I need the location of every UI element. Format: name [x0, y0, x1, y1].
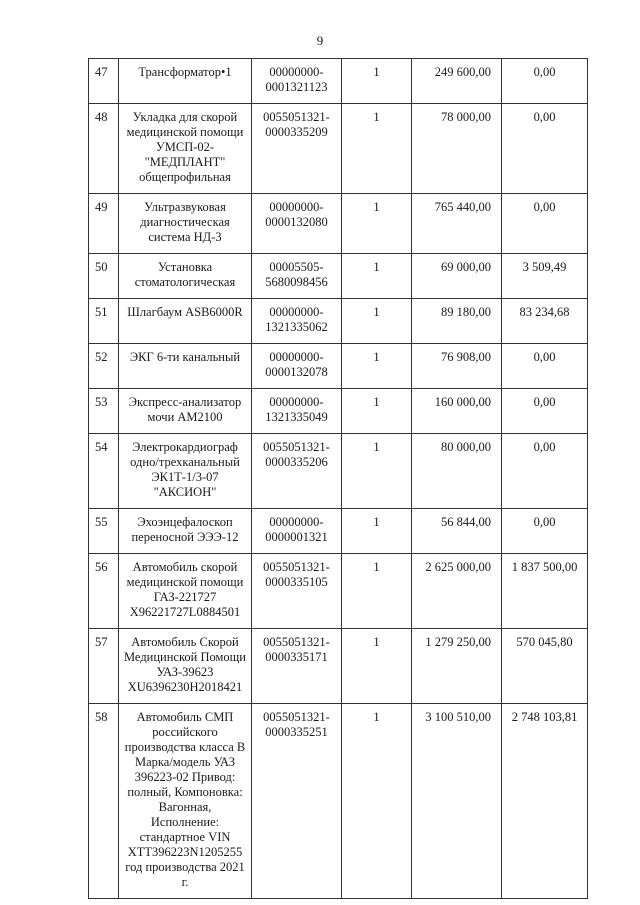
- item-name-cell: Автомобиль скорой медицинской помощи ГАЗ-221727 X96221727L0884501: [119, 554, 252, 629]
- residual-value-cell: 3 509,49: [502, 254, 588, 299]
- table-row: [89, 554, 588, 629]
- quantity-cell: 1: [342, 194, 412, 254]
- residual-value-cell: 0,00: [502, 194, 588, 254]
- table-row: [89, 104, 588, 194]
- table-row: [89, 59, 588, 104]
- item-name-cell: Ультразвуковая диагностическая система НД-3: [119, 194, 252, 254]
- inventory-table: [88, 58, 588, 899]
- book-value-cell: 80 000,00: [412, 434, 502, 509]
- table-row: [89, 509, 588, 554]
- item-name-cell: Установка стоматологическая: [119, 254, 252, 299]
- quantity-cell: 1: [342, 704, 412, 899]
- inventory-code-cell: 00000000- 1321335062: [252, 299, 342, 344]
- table-row: [89, 299, 588, 344]
- book-value-cell: 2 625 000,00: [412, 554, 502, 629]
- quantity-cell: 1: [342, 254, 412, 299]
- quantity-cell: 1: [342, 509, 412, 554]
- row-number-cell: 58: [89, 704, 119, 899]
- table-body: [89, 59, 588, 899]
- inventory-code-cell: 0055051321- 0000335105: [252, 554, 342, 629]
- residual-value-cell: 0,00: [502, 509, 588, 554]
- inventory-code-cell: 0055051321- 0000335171: [252, 629, 342, 704]
- table-row: [89, 194, 588, 254]
- row-number-cell: 57: [89, 629, 119, 704]
- inventory-code-cell: 00000000- 0000132078: [252, 344, 342, 389]
- inventory-code-cell: 00000000- 0000001321: [252, 509, 342, 554]
- inventory-code-cell: 00005505- 5680098456: [252, 254, 342, 299]
- residual-value-cell: 0,00: [502, 344, 588, 389]
- row-number-cell: 56: [89, 554, 119, 629]
- page-number: 9: [316, 33, 324, 48]
- row-number-cell: 50: [89, 254, 119, 299]
- row-number-cell: 52: [89, 344, 119, 389]
- quantity-cell: 1: [342, 434, 412, 509]
- item-name-cell: Трансформатор•1: [119, 59, 252, 104]
- quantity-cell: 1: [342, 629, 412, 704]
- row-number-cell: 49: [89, 194, 119, 254]
- quantity-cell: 1: [342, 344, 412, 389]
- book-value-cell: 160 000,00: [412, 389, 502, 434]
- row-number-cell: 51: [89, 299, 119, 344]
- residual-value-cell: 2 748 103,81: [502, 704, 588, 899]
- inventory-code-cell: 0055051321- 0000335251: [252, 704, 342, 899]
- book-value-cell: 56 844,00: [412, 509, 502, 554]
- book-value-cell: 3 100 510,00: [412, 704, 502, 899]
- book-value-cell: 69 000,00: [412, 254, 502, 299]
- table-row: [89, 389, 588, 434]
- item-name-cell: ЭКГ 6-ти канальный: [119, 344, 252, 389]
- inventory-code-cell: 00000000- 1321335049: [252, 389, 342, 434]
- book-value-cell: 89 180,00: [412, 299, 502, 344]
- residual-value-cell: 570 045,80: [502, 629, 588, 704]
- residual-value-cell: 0,00: [502, 104, 588, 194]
- item-name-cell: Автомобиль СМП российского производства класса В Марка/модель УАЗ 396223-02 Привод: полный, Компоновка: Вагонная, Исполнение: стандартное VIN XTT396223N1205255 год производства 2021 г.: [119, 704, 252, 899]
- book-value-cell: 78 000,00: [412, 104, 502, 194]
- residual-value-cell: 0,00: [502, 59, 588, 104]
- book-value-cell: 76 908,00: [412, 344, 502, 389]
- quantity-cell: 1: [342, 554, 412, 629]
- inventory-code-cell: 00000000- 0001321123: [252, 59, 342, 104]
- inventory-code-cell: 0055051321- 0000335206: [252, 434, 342, 509]
- row-number-cell: 54: [89, 434, 119, 509]
- table-row: [89, 254, 588, 299]
- row-number-cell: 55: [89, 509, 119, 554]
- quantity-cell: 1: [342, 389, 412, 434]
- row-number-cell: 47: [89, 59, 119, 104]
- table-row: [89, 629, 588, 704]
- row-number-cell: 48: [89, 104, 119, 194]
- quantity-cell: 1: [342, 104, 412, 194]
- residual-value-cell: 0,00: [502, 434, 588, 509]
- item-name-cell: Укладка для скорой медицинской помощи УМСП-02- "МЕДПЛАНТ" общепрофильная: [119, 104, 252, 194]
- item-name-cell: Автомобиль Скорой Медицинской Помощи УАЗ-39623 XU6396230H2018421: [119, 629, 252, 704]
- item-name-cell: Экспресс-анализатор мочи АМ2100: [119, 389, 252, 434]
- row-number-cell: 53: [89, 389, 119, 434]
- residual-value-cell: 1 837 500,00: [502, 554, 588, 629]
- quantity-cell: 1: [342, 59, 412, 104]
- quantity-cell: 1: [342, 299, 412, 344]
- book-value-cell: 765 440,00: [412, 194, 502, 254]
- table-row: [89, 344, 588, 389]
- item-name-cell: Эхоэнцефалоскоп переносной ЭЭЭ-12: [119, 509, 252, 554]
- book-value-cell: 249 600,00: [412, 59, 502, 104]
- residual-value-cell: 0,00: [502, 389, 588, 434]
- table-row: [89, 434, 588, 509]
- book-value-cell: 1 279 250,00: [412, 629, 502, 704]
- inventory-code-cell: 00000000- 0000132080: [252, 194, 342, 254]
- inventory-code-cell: 0055051321- 0000335209: [252, 104, 342, 194]
- item-name-cell: Электрокардиограф одно/трехканальный ЭК1Т-1/3-07 "АКСИОН": [119, 434, 252, 509]
- table-row: [89, 704, 588, 899]
- item-name-cell: Шлагбаум ASB6000R: [119, 299, 252, 344]
- residual-value-cell: 83 234,68: [502, 299, 588, 344]
